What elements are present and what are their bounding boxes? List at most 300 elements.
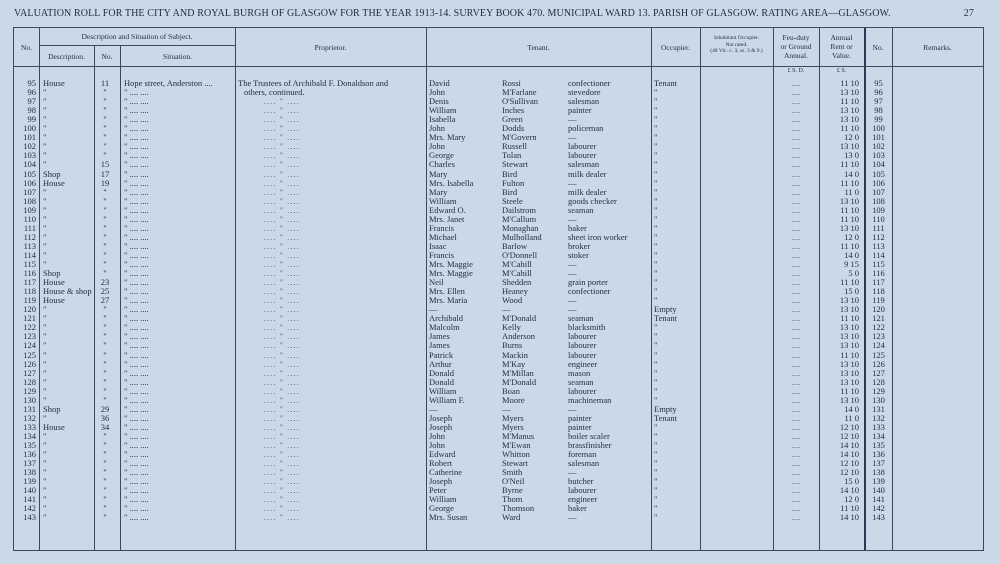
- row-description: ": [43, 249, 47, 260]
- row-tenant-surname: Monaghan: [502, 222, 539, 233]
- roll-title: VALUATION ROLL FOR THE CITY AND ROYAL BURGH OF GLASGOW FOR THE YEAR 1913-14. SURVEY BOOK 470. MUNICIPAL WARD 13. PARISH OF GLASGOW. RATING AREA—GLASGOW.: [14, 8, 891, 19]
- row-annual-rent: 11 10: [840, 503, 859, 514]
- row-number: 104: [23, 159, 36, 170]
- row-occupier: ": [654, 458, 658, 469]
- row-street-number: 23: [100, 277, 110, 288]
- row-annual-rent: 12 10: [839, 467, 859, 478]
- row-street-number: ": [103, 222, 107, 233]
- row-number: 134: [23, 430, 36, 441]
- row-street-number: ": [103, 150, 107, 161]
- proprietor-ditto: .... " ....: [264, 440, 300, 450]
- row-tenant-forename: Isaac: [429, 240, 447, 251]
- row-number: 141: [23, 494, 36, 505]
- feu-duty-blank: ....: [791, 367, 801, 378]
- row-occupier: ": [654, 295, 658, 306]
- row-tenant-occupation: labourer: [568, 340, 597, 351]
- row-occupier: ": [654, 394, 658, 405]
- row-tenant-forename: Mary: [429, 186, 448, 197]
- row-tenant-surname: —: [502, 304, 511, 315]
- row-occupier: ": [654, 141, 658, 152]
- feu-duty-blank: ....: [791, 385, 801, 396]
- row-number-right: 123: [872, 331, 885, 342]
- row-annual-rent: 11 0: [844, 186, 859, 197]
- row-number-right: 117: [872, 277, 885, 288]
- row-tenant-forename: Mrs. Isabella: [429, 177, 474, 188]
- row-description: House: [43, 78, 65, 88]
- row-tenant-occupation: sheet iron worker: [568, 231, 628, 242]
- row-number-right: 118: [872, 286, 885, 297]
- row-tenant-occupation: butcher: [568, 476, 594, 487]
- row-tenant-forename: David: [429, 78, 450, 88]
- row-situation: " .... ....: [124, 277, 149, 288]
- row-situation: " .... ....: [124, 331, 149, 342]
- row-number-right: 114: [872, 249, 885, 260]
- row-tenant-occupation: —: [568, 295, 577, 306]
- row-tenant-forename: Catherine: [429, 467, 463, 478]
- row-tenant-forename: Denis: [429, 96, 449, 107]
- row-occupier: ": [654, 132, 658, 143]
- row-occupier: ": [654, 476, 658, 487]
- row-description: Shop: [43, 168, 61, 179]
- row-number: 97: [27, 96, 36, 107]
- proprietor-ditto: .... " ....: [264, 249, 300, 260]
- row-tenant-occupation: broker: [568, 240, 591, 251]
- row-number: 108: [23, 195, 36, 206]
- col-occupier: Occupier.: [661, 43, 690, 52]
- row-description: Shop: [43, 403, 61, 414]
- row-annual-rent: 13 10: [839, 195, 859, 206]
- row-tenant-occupation: machineman: [568, 394, 612, 405]
- col-desc-group: Description and Situation of Subject.: [81, 32, 193, 41]
- row-number-right: 142: [872, 503, 885, 514]
- row-situation: " .... ....: [124, 249, 149, 260]
- row-street-number: ": [103, 213, 107, 224]
- feu-duty-blank: ....: [791, 87, 801, 98]
- row-tenant-surname: Bird: [502, 186, 518, 197]
- column-rule: [120, 45, 121, 550]
- row-occupier: ": [654, 485, 658, 496]
- row-annual-rent: 13 10: [839, 376, 859, 387]
- row-situation: " .... ....: [124, 231, 149, 242]
- row-street-number: 19: [100, 177, 110, 188]
- row-occupier: ": [654, 340, 658, 351]
- row-occupier: ": [654, 503, 658, 514]
- valuation-table: [13, 27, 984, 551]
- row-tenant-occupation: engineer: [568, 494, 598, 505]
- row-number: 123: [23, 331, 36, 342]
- row-occupier: ": [654, 159, 658, 170]
- row-situation: " .... ....: [124, 177, 149, 188]
- col-no-right: No.: [872, 43, 884, 52]
- row-occupier: ": [654, 430, 658, 441]
- proprietor-ditto: .... " ....: [264, 449, 300, 460]
- row-tenant-surname: Inches: [502, 105, 525, 116]
- row-tenant-surname: O'Neil: [502, 476, 525, 487]
- row-tenant-surname: M'Govern: [502, 132, 537, 143]
- row-situation: " .... ....: [124, 476, 149, 487]
- row-street-number: ": [103, 322, 107, 333]
- row-number: 135: [23, 440, 36, 450]
- row-tenant-forename: John: [429, 141, 446, 152]
- rent-units: £ S.: [836, 68, 847, 74]
- row-description: ": [43, 204, 47, 215]
- row-situation: " .... ....: [124, 349, 149, 360]
- proprietor-ditto: .... " ....: [264, 403, 300, 414]
- row-tenant-occupation: labourer: [568, 349, 597, 360]
- row-street-number: ": [103, 503, 107, 514]
- feu-duty-blank: ....: [791, 440, 801, 450]
- row-number: 116: [23, 268, 36, 279]
- row-number: 126: [23, 358, 36, 369]
- column-rule: [426, 28, 427, 550]
- feu-duty-blank: ....: [791, 105, 801, 116]
- row-tenant-forename: Mrs. Maria: [429, 295, 468, 306]
- row-annual-rent: 13 10: [839, 295, 859, 306]
- row-tenant-occupation: labourer: [568, 385, 597, 396]
- row-number: 99: [27, 114, 36, 125]
- row-description: ": [43, 430, 47, 441]
- row-occupier: Tenant: [654, 313, 678, 324]
- proprietor-ditto: .... " ....: [264, 268, 300, 279]
- row-street-number: 34: [100, 421, 110, 432]
- row-tenant-surname: Green: [502, 114, 523, 125]
- row-tenant-occupation: policeman: [568, 123, 604, 134]
- row-description: ": [43, 186, 47, 197]
- proprietor-line-1: The Trustees of Archibald F. Donaldson and: [238, 78, 389, 88]
- row-tenant-forename: Patrick: [429, 349, 454, 360]
- row-number-right: 104: [872, 159, 885, 170]
- row-tenant-occupation: painter: [568, 421, 592, 432]
- row-tenant-forename: Malcolm: [429, 322, 460, 333]
- col-inhabitant: [700, 35, 773, 55]
- row-number-right: 110: [872, 213, 885, 224]
- feu-duty-blank: ....: [791, 449, 801, 460]
- row-situation: " .... ....: [124, 385, 149, 396]
- row-street-number: 27: [100, 295, 110, 306]
- proprietor-ditto: .... " ....: [264, 476, 300, 487]
- row-number-right: 109: [872, 204, 885, 215]
- row-number: 129: [23, 385, 36, 396]
- row-street-number: ": [103, 141, 107, 152]
- row-annual-rent: 13 10: [839, 340, 859, 351]
- row-tenant-occupation: —: [568, 114, 577, 125]
- row-number-right: 103: [872, 150, 885, 161]
- row-number: 133: [23, 421, 36, 432]
- row-number-right: 120: [872, 304, 885, 315]
- proprietor-ditto: .... " ....: [264, 286, 300, 297]
- row-situation: " .... ....: [124, 159, 149, 170]
- proprietor-ditto: .... " ....: [264, 313, 300, 324]
- row-tenant-occupation: blacksmith: [568, 322, 606, 333]
- row-description: ": [43, 159, 47, 170]
- row-number-right: 111: [872, 222, 885, 233]
- row-description: ": [43, 476, 47, 487]
- row-occupier: ": [654, 186, 658, 197]
- row-tenant-occupation: seaman: [568, 313, 594, 324]
- row-situation: " .... ....: [124, 123, 149, 134]
- row-occupier: ": [654, 376, 658, 387]
- row-situation: " .... ....: [124, 213, 149, 224]
- row-tenant-occupation: engineer: [568, 358, 598, 369]
- row-annual-rent: 9 15: [844, 259, 859, 269]
- row-tenant-occupation: confectioner: [568, 78, 611, 88]
- row-tenant-surname: Mulholland: [502, 231, 542, 242]
- row-tenant-forename: Isabella: [429, 114, 456, 125]
- proprietor-ditto: .... " ....: [264, 458, 300, 469]
- row-occupier: ": [654, 259, 658, 269]
- row-annual-rent: 11 10: [840, 385, 859, 396]
- row-description: ": [43, 358, 47, 369]
- row-annual-rent: 14 10: [839, 449, 859, 460]
- proprietor-ditto: .... " ....: [264, 304, 300, 315]
- row-tenant-surname: Moore: [502, 394, 525, 405]
- row-occupier: ": [654, 512, 658, 523]
- row-number: 138: [23, 467, 36, 478]
- feu-duty-blank: ....: [791, 268, 801, 279]
- proprietor-ditto: .... " ....: [264, 114, 300, 125]
- row-description: ": [43, 304, 47, 315]
- row-situation: " .... ....: [124, 449, 149, 460]
- row-number-right: 133: [872, 421, 885, 432]
- row-number: 112: [23, 231, 36, 242]
- row-description: ": [43, 123, 47, 134]
- row-tenant-forename: —: [429, 304, 438, 315]
- row-number: 106: [23, 177, 36, 188]
- row-number: 130: [23, 394, 36, 405]
- feu-duty-blank: ....: [791, 277, 801, 288]
- row-occupier: Empty: [654, 403, 677, 414]
- row-tenant-surname: Wood: [502, 295, 523, 306]
- proprietor-ditto: .... " ....: [264, 150, 300, 161]
- proprietor-ditto: .... " ....: [264, 340, 300, 351]
- feu-duty-blank: ....: [791, 141, 801, 152]
- row-description: ": [43, 213, 47, 224]
- feu-duty-blank: ....: [791, 259, 801, 269]
- row-annual-rent: 11 10: [840, 177, 859, 188]
- row-situation: " .... ....: [124, 403, 149, 414]
- col-feu-line1: Feu-duty: [782, 33, 810, 42]
- row-occupier: Tenant: [654, 78, 678, 88]
- row-street-number: ": [103, 331, 107, 342]
- row-street-number: ": [103, 358, 107, 369]
- row-number: 101: [23, 132, 36, 143]
- row-annual-rent: 14 10: [839, 512, 859, 523]
- feu-duty-blank: ....: [791, 403, 801, 414]
- row-number: 100: [23, 123, 36, 134]
- row-number: 140: [23, 485, 36, 496]
- feu-duty-blank: ....: [791, 331, 801, 342]
- row-tenant-surname: M'Farlane: [502, 87, 537, 98]
- row-street-number: ": [103, 132, 107, 143]
- proprietor-ditto: .... " ....: [264, 358, 300, 369]
- row-occupier: ": [654, 240, 658, 251]
- row-street-number: ": [103, 105, 107, 116]
- row-tenant-surname: M'Ewan: [502, 440, 531, 450]
- row-tenant-forename: William: [429, 385, 457, 396]
- row-number-right: 127: [872, 367, 885, 378]
- row-occupier: ": [654, 277, 658, 288]
- proprietor-ditto: .... " ....: [264, 512, 300, 523]
- proprietor-ditto: .... " ....: [264, 222, 300, 233]
- row-number-right: 126: [872, 358, 885, 369]
- row-tenant-occupation: grain porter: [568, 277, 608, 288]
- row-tenant-surname: Boan: [502, 385, 520, 396]
- col-tenant: Tenant.: [527, 43, 550, 52]
- col-feu-line3: Annual.: [784, 51, 808, 60]
- row-number-right: 121: [872, 313, 885, 324]
- row-tenant-occupation: labourer: [568, 485, 597, 496]
- row-annual-rent: 13 10: [839, 304, 859, 315]
- row-occupier: ": [654, 385, 658, 396]
- row-tenant-forename: Edward: [429, 449, 456, 460]
- row-tenant-forename: John: [429, 123, 446, 134]
- proprietor-ditto: .... " ....: [264, 322, 300, 333]
- row-description: ": [43, 141, 47, 152]
- row-number: 137: [23, 458, 36, 469]
- row-tenant-surname: Shedden: [502, 277, 532, 288]
- row-street-number: ": [103, 494, 107, 505]
- row-number: 102: [23, 141, 36, 152]
- row-tenant-forename: George: [429, 150, 454, 161]
- row-situation: " .... ....: [124, 467, 149, 478]
- row-number: 115: [23, 259, 36, 269]
- row-tenant-surname: Smith: [502, 467, 523, 478]
- proprietor-ditto: .... " ....: [264, 204, 300, 215]
- row-number: 127: [23, 367, 36, 378]
- feu-duty-blank: ....: [791, 195, 801, 206]
- row-number: 142: [23, 503, 36, 514]
- row-number: 132: [23, 412, 36, 423]
- row-number-right: 129: [872, 385, 885, 396]
- row-tenant-forename: William F.: [429, 394, 465, 405]
- row-situation: " .... ....: [124, 358, 149, 369]
- row-street-number: ": [103, 340, 107, 351]
- row-annual-rent: 13 10: [839, 141, 859, 152]
- row-annual-rent: 11 10: [840, 240, 859, 251]
- row-annual-rent: 13 10: [839, 394, 859, 405]
- row-tenant-occupation: seaman: [568, 376, 594, 387]
- row-description: ": [43, 259, 47, 269]
- row-number-right: 137: [872, 458, 885, 469]
- feu-duty-blank: ....: [791, 295, 801, 306]
- row-street-number: ": [103, 394, 107, 405]
- row-number: 124: [23, 340, 36, 351]
- row-situation: " .... ....: [124, 168, 149, 179]
- row-annual-rent: 11 10: [840, 213, 859, 224]
- row-annual-rent: 11 10: [840, 349, 859, 360]
- column-rule: [235, 28, 236, 550]
- row-number: 114: [23, 249, 36, 260]
- row-tenant-occupation: —: [568, 259, 577, 269]
- row-number-right: 139: [872, 476, 885, 487]
- row-number-right: 130: [872, 394, 885, 405]
- row-annual-rent: 11 10: [840, 277, 859, 288]
- row-annual-rent: 13 10: [839, 322, 859, 333]
- row-number: 121: [23, 313, 36, 324]
- feu-duty-blank: ....: [791, 186, 801, 197]
- row-description: ": [43, 96, 47, 107]
- row-annual-rent: 12 10: [839, 458, 859, 469]
- row-tenant-forename: Neil: [429, 277, 444, 288]
- row-number-right: 135: [872, 440, 885, 450]
- proprietor-ditto: .... " ....: [264, 430, 300, 441]
- row-number: 111: [23, 222, 36, 233]
- row-street-number: ": [103, 268, 107, 279]
- row-tenant-forename: Mrs. Janet: [429, 213, 465, 224]
- row-situation: " .... ....: [124, 512, 149, 523]
- row-tenant-occupation: —: [568, 304, 577, 315]
- row-number: 136: [23, 449, 36, 460]
- row-situation: " .... ....: [124, 132, 149, 143]
- row-annual-rent: 14 0: [844, 403, 859, 414]
- row-occupier: ": [654, 105, 658, 116]
- row-tenant-forename: Michael: [429, 231, 457, 242]
- row-occupier: ": [654, 349, 658, 360]
- row-number-right: 134: [872, 430, 885, 441]
- row-tenant-occupation: labourer: [568, 150, 597, 161]
- feu-duty-blank: ....: [791, 114, 801, 125]
- col-feu-duty: [773, 33, 819, 60]
- row-description: ": [43, 240, 47, 251]
- row-number-right: 102: [872, 141, 885, 152]
- row-tenant-forename: Mary: [429, 168, 448, 179]
- row-annual-rent: 11 10: [840, 204, 859, 215]
- feu-duty-blank: ....: [791, 421, 801, 432]
- row-number-right: 143: [872, 512, 885, 523]
- row-tenant-forename: Mrs. Ellen: [429, 286, 465, 297]
- row-description: ": [43, 114, 47, 125]
- row-tenant-forename: George: [429, 503, 454, 514]
- row-tenant-occupation: —: [568, 132, 577, 143]
- proprietor-ditto: .... " ....: [264, 494, 300, 505]
- row-number-right: 95: [874, 78, 883, 88]
- proprietor-ditto: .... " ....: [264, 467, 300, 478]
- row-annual-rent: 14 10: [839, 440, 859, 450]
- row-description: ": [43, 385, 47, 396]
- row-situation: " .... ....: [124, 186, 149, 197]
- feu-duty-blank: ....: [791, 231, 801, 242]
- row-tenant-surname: Russell: [502, 141, 528, 152]
- row-street-number: 36: [100, 412, 110, 423]
- row-occupier: ": [654, 168, 658, 179]
- feu-duty-blank: ....: [791, 132, 801, 143]
- row-tenant-surname: Dailstrom: [502, 204, 536, 215]
- row-number: 107: [23, 186, 36, 197]
- row-tenant-forename: Mrs. Susan: [429, 512, 468, 523]
- row-tenant-forename: Joseph: [429, 476, 453, 487]
- row-annual-rent: 14 0: [844, 249, 859, 260]
- row-situation: " .... ....: [124, 96, 149, 107]
- col-annual-rent: [819, 33, 864, 60]
- row-occupier: ": [654, 123, 658, 134]
- row-situation: " .... ....: [124, 322, 149, 333]
- row-tenant-occupation: salesman: [568, 458, 600, 469]
- row-number: 139: [23, 476, 36, 487]
- row-situation: " .... ....: [124, 313, 149, 324]
- row-tenant-occupation: baker: [568, 222, 587, 233]
- row-tenant-surname: —: [502, 403, 511, 414]
- proprietor-ditto: .... " ....: [264, 132, 300, 143]
- row-street-number: 25: [100, 286, 110, 297]
- row-tenant-surname: M'Cahill: [502, 259, 532, 269]
- row-street-number: ": [103, 259, 107, 269]
- row-tenant-surname: Stewart: [502, 159, 528, 170]
- row-description: ": [43, 494, 47, 505]
- row-number-right: 116: [872, 268, 885, 279]
- feu-duty-blank: ....: [791, 458, 801, 469]
- page-number: 27: [963, 8, 974, 19]
- row-tenant-surname: M'Manus: [502, 430, 535, 441]
